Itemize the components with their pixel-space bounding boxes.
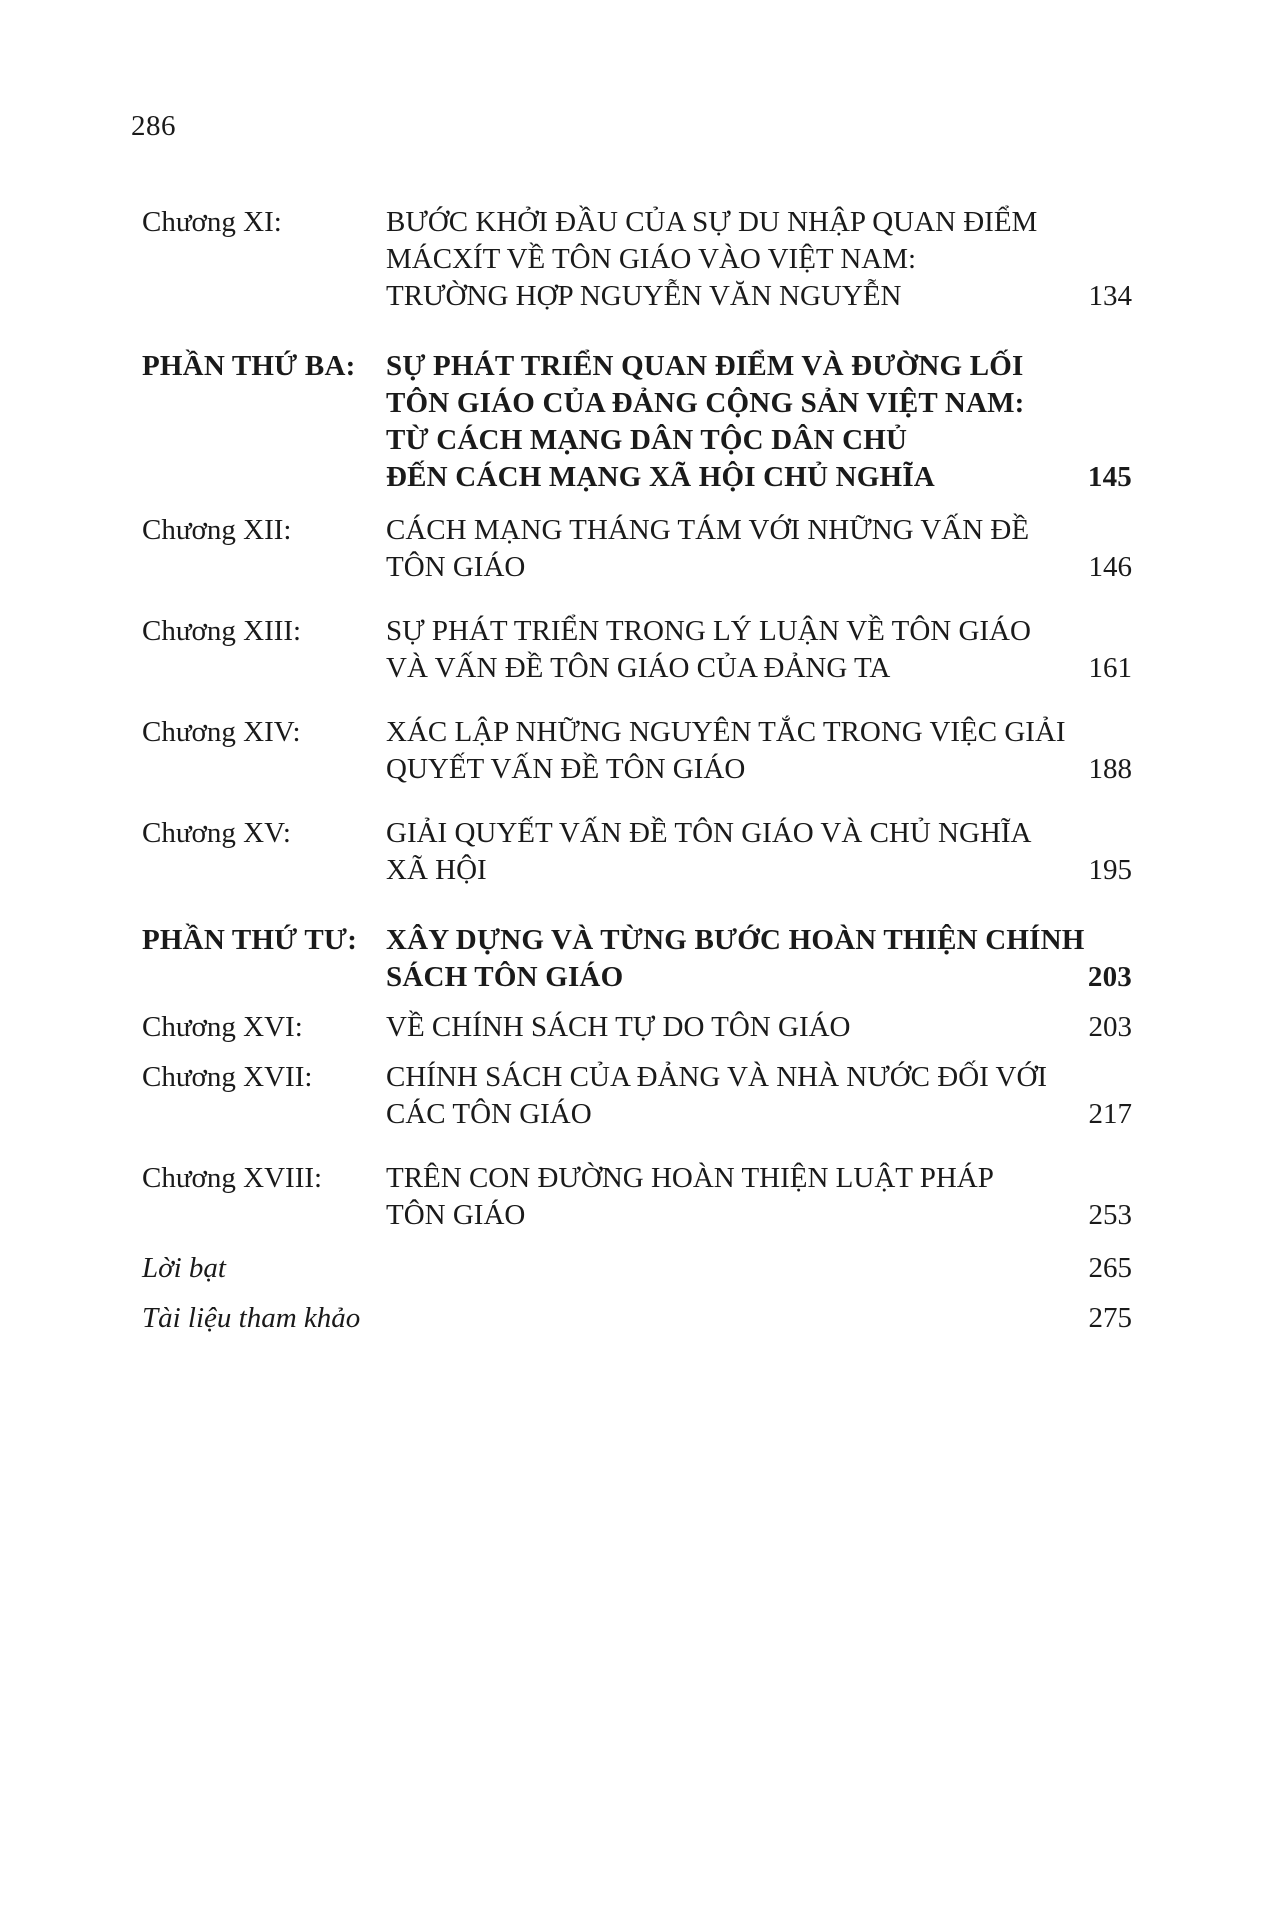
entry-page-number: 195 bbox=[1088, 854, 1132, 886]
entry-label: Chương XVI: bbox=[142, 1011, 303, 1043]
entry-title-line: VỀ CHÍNH SÁCH TỰ DO TÔN GIÁO bbox=[386, 1011, 851, 1043]
part-label: PHẦN THỨ BA: bbox=[142, 350, 356, 382]
entry-label: Chương XVII: bbox=[142, 1061, 313, 1093]
part-title-line: ĐẾN CÁCH MẠNG XÃ HỘI CHỦ NGHĨA bbox=[386, 461, 935, 493]
entry-page-number: 265 bbox=[1088, 1252, 1132, 1284]
entry-page-number: 134 bbox=[1088, 280, 1132, 312]
entry-title bbox=[386, 714, 1066, 788]
table-of-contents bbox=[142, 204, 1132, 1337]
toc-entry-chuong-xv bbox=[142, 815, 1132, 889]
entry-title bbox=[386, 613, 1031, 687]
entry-title-line: XÃ HỘI bbox=[386, 854, 487, 886]
entry-title-line: TRƯỜNG HỢP NGUYỄN VĂN NGUYỄN bbox=[386, 280, 902, 312]
toc-entry-chuong-xi bbox=[142, 204, 1132, 315]
toc-entry-phan-thu-ba bbox=[142, 348, 1132, 496]
toc-entry-loi-bat bbox=[142, 1250, 1132, 1287]
part-title bbox=[386, 922, 1085, 996]
entry-page-number: 203 bbox=[1088, 1011, 1132, 1043]
toc-entry-chuong-xvi bbox=[142, 1009, 1132, 1046]
part-title-line: SỰ PHÁT TRIỂN QUAN ĐIỂM VÀ ĐƯỜNG LỐI bbox=[386, 350, 1024, 382]
toc-entry-chuong-xiv bbox=[142, 714, 1132, 788]
entry-page-number: 161 bbox=[1088, 652, 1132, 684]
entry-page-number: 253 bbox=[1088, 1199, 1132, 1231]
entry-page-number: 203 bbox=[1087, 961, 1132, 993]
entry-label: Chương XV: bbox=[142, 817, 291, 849]
part-title bbox=[386, 348, 1026, 496]
toc-entry-phan-thu-tu bbox=[142, 922, 1132, 996]
toc-entry-chuong-xii bbox=[142, 512, 1132, 586]
entry-label: Chương XVIII: bbox=[142, 1162, 323, 1194]
entry-title-line: QUYẾT VẤN ĐỀ TÔN GIÁO bbox=[386, 753, 746, 785]
entry-page-number: 217 bbox=[1088, 1098, 1132, 1130]
page-number: 286 bbox=[131, 110, 176, 142]
entry-page-number: 146 bbox=[1088, 551, 1132, 583]
part-title-line: SÁCH TÔN GIÁO bbox=[386, 961, 624, 993]
toc-entry-chuong-xiii bbox=[142, 613, 1132, 687]
entry-title bbox=[386, 1160, 1026, 1234]
entry-title-line: TRÊN CON ĐƯỜNG HOÀN THIỆN LUẬT PHÁP bbox=[386, 1162, 994, 1194]
entry-label: Lời bạt bbox=[142, 1252, 226, 1284]
entry-label: Chương XIII: bbox=[142, 615, 302, 647]
entry-label: Chương XIV: bbox=[142, 716, 301, 748]
part-title-line: XÂY DỰNG VÀ TỪNG BƯỚC HOÀN THIỆN CHÍNH bbox=[386, 924, 1085, 956]
entry-title bbox=[386, 1009, 1026, 1046]
entry-label: Chương XII: bbox=[142, 514, 292, 546]
entry-title-line: XÁC LẬP NHỮNG NGUYÊN TẮC TRONG VIỆC GIẢI bbox=[386, 716, 1066, 748]
entry-title-line: GIẢI QUYẾT VẤN ĐỀ TÔN GIÁO VÀ CHỦ NGHĨA bbox=[386, 817, 1032, 849]
entry-title bbox=[386, 815, 1032, 889]
entry-page-number: 145 bbox=[1087, 461, 1132, 493]
entry-title-line: VÀ VẤN ĐỀ TÔN GIÁO CỦA ĐẢNG TA bbox=[386, 652, 891, 684]
entry-page-number: 275 bbox=[1088, 1302, 1132, 1334]
entry-title bbox=[386, 1059, 1048, 1133]
entry-title-line: MÁCXÍT VỀ TÔN GIÁO VÀO VIỆT NAM: bbox=[386, 243, 917, 275]
toc-entry-chuong-xviii bbox=[142, 1160, 1132, 1234]
entry-page-number: 188 bbox=[1088, 753, 1132, 785]
toc-entry-chuong-xvii bbox=[142, 1059, 1132, 1133]
entry-label: Tài liệu tham khảo bbox=[142, 1302, 361, 1334]
entry-label: Chương XI: bbox=[142, 206, 282, 238]
entry-title-line: CÁCH MẠNG THÁNG TÁM VỚI NHỮNG VẤN ĐỀ bbox=[386, 514, 1030, 546]
entry-title-line: CHÍNH SÁCH CỦA ĐẢNG VÀ NHÀ NƯỚC ĐỐI VỚI bbox=[386, 1061, 1048, 1093]
part-title-line: TỪ CÁCH MẠNG DÂN TỘC DÂN CHỦ bbox=[386, 424, 908, 456]
entry-title bbox=[386, 512, 1030, 586]
entry-title-line: CÁC TÔN GIÁO bbox=[386, 1098, 592, 1130]
entry-title-line: TÔN GIÁO bbox=[386, 551, 526, 583]
entry-title bbox=[386, 204, 1038, 315]
part-title-line: TÔN GIÁO CỦA ĐẢNG CỘNG SẢN VIỆT NAM: bbox=[386, 387, 1025, 419]
part-label: PHẦN THỨ TƯ: bbox=[142, 924, 358, 956]
toc-entry-tai-lieu-tham-khao bbox=[142, 1300, 1132, 1337]
entry-title-line: BƯỚC KHỞI ĐẦU CỦA SỰ DU NHẬP QUAN ĐIỂM bbox=[386, 206, 1038, 238]
entry-title-line: TÔN GIÁO bbox=[386, 1199, 526, 1231]
entry-title-line: SỰ PHÁT TRIỂN TRONG LÝ LUẬN VỀ TÔN GIÁO bbox=[386, 615, 1031, 647]
